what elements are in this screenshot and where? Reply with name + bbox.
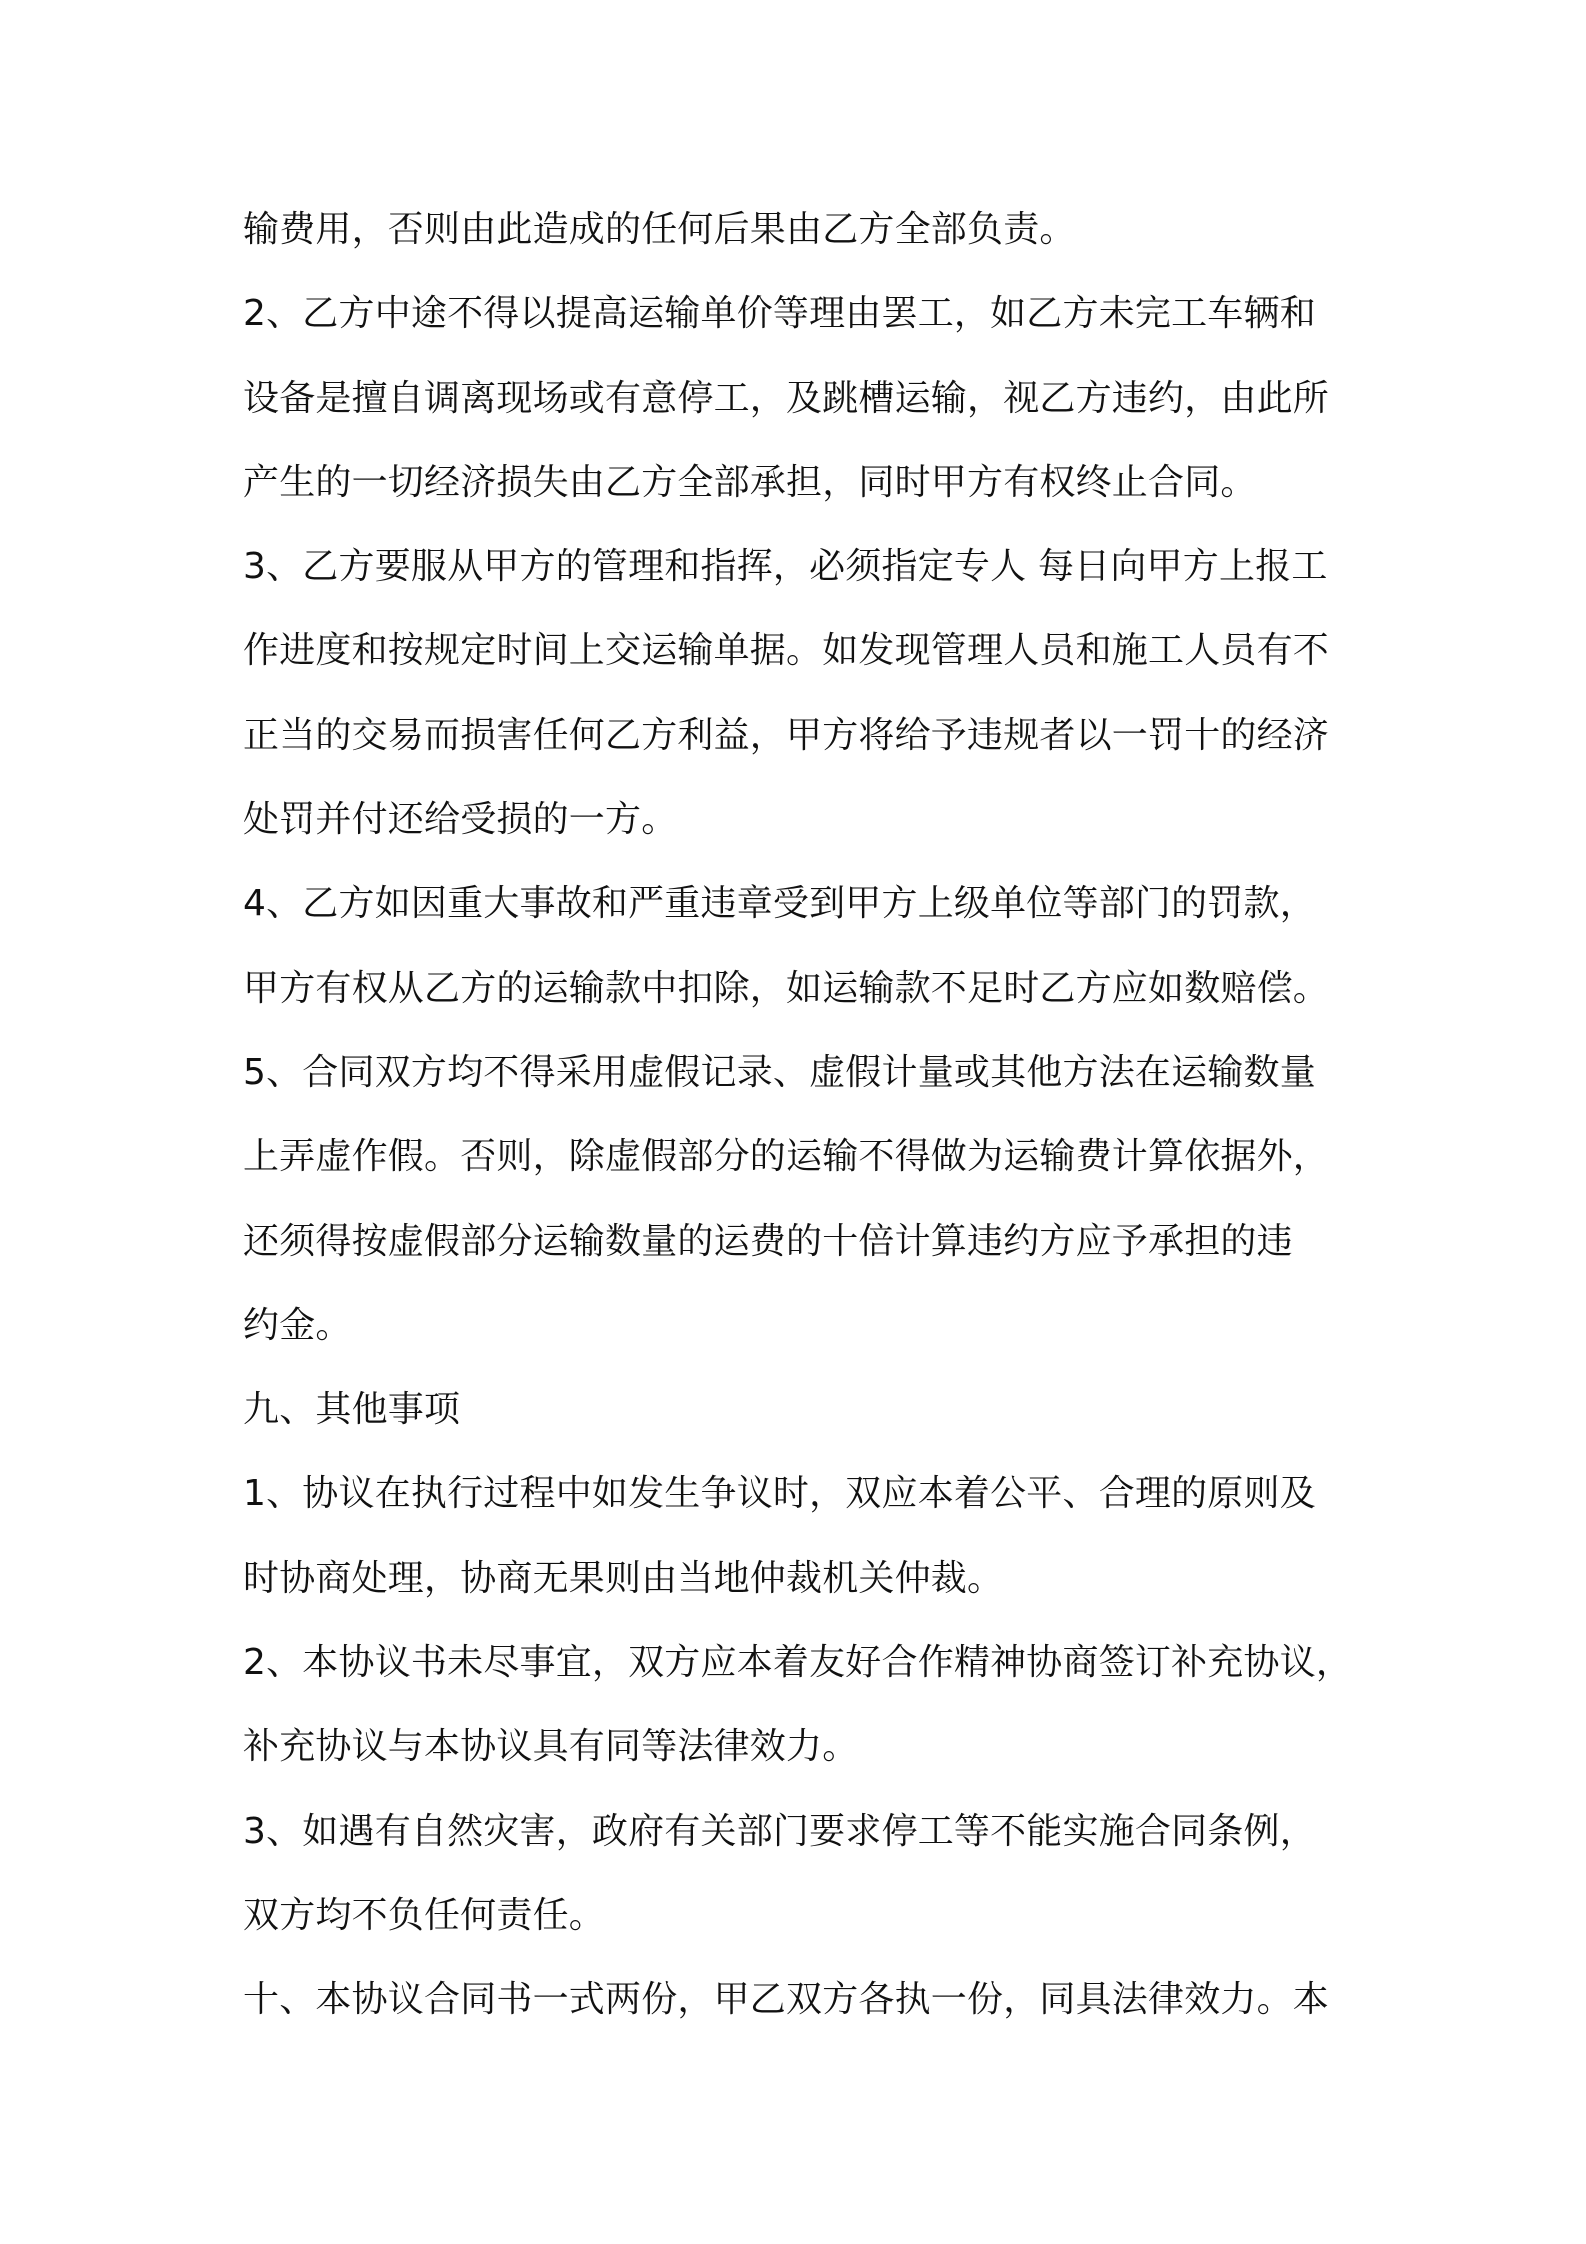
text-line-9: 4、乙方如因重大事故和严重违章受到甲方上级单位等部门的罚款， (243, 883, 1316, 925)
section-heading-nine: 九、其他事项 (243, 1389, 461, 1431)
text-line-13: 还须得按虚假部分运输数量的运费的十倍计算违约方应予承担的违 (243, 1220, 1293, 1262)
text-line-4: 产生的一切经济损失由乙方全部承担，同时甲方有权终止合同。 (243, 461, 1257, 503)
text-line-20: 3、如遇有自然灾害，政府有关部门要求停工等不能实施合同条例， (243, 1810, 1316, 1852)
text-line-5: 3、乙方要服从甲方的管理和指挥，必须指定专人 每日向甲方上报工 (243, 546, 1328, 588)
section-heading-ten: 十、本协议合同书一式两份，甲乙双方各执一份，同具法律效力。本 (243, 1979, 1330, 2021)
text-line-19: 补充协议与本协议具有同等法律效力。 (243, 1726, 859, 1768)
text-line-16: 1、协议在执行过程中如发生争议时，双应本着公平、合理的原则及 (243, 1473, 1316, 1515)
text-line-21: 双方均不负任何责任。 (243, 1894, 606, 1936)
text-line-8: 处罚并付还给受损的一方。 (243, 799, 678, 841)
text-line-3: 设备是擅自调离现场或有意停工，及跳槽运输，视乙方违约，由此所 (243, 377, 1330, 419)
text-line-7: 正当的交易而损害任何乙方利益，甲方将给予违规者以一罚十的经济 (243, 714, 1330, 756)
document-body (243, 200, 1378, 2055)
text-line-18: 2、本协议书未尽事宜，双方应本着友好合作精神协商签订补充协议， (243, 1642, 1353, 1684)
text-line-17: 时协商处理，协商无果则由当地仲裁机关仲裁。 (243, 1557, 1004, 1599)
text-line-2: 2、乙方中途不得以提高运输单价等理由罢工，如乙方未完工车辆和 (243, 293, 1316, 335)
text-line-1: 输费用，否则由此造成的任何后果由乙方全部负责。 (243, 209, 1076, 250)
text-line-10: 甲方有权从乙方的运输款中扣除，如运输款不足时乙方应如数赔偿。 (243, 967, 1330, 1009)
text-line-11: 5、合同双方均不得采用虚假记录、虚假计量或其他方法在运输数量 (243, 1051, 1316, 1093)
text-line-6: 作进度和按规定时间上交运输单据。如发现管理人员和施工人员有不 (243, 630, 1330, 672)
text-line-14: 约金。 (243, 1304, 352, 1346)
text-line-12: 上弄虚作假。否则，除虚假部分的运输不得做为运输费计算依据外， (243, 1136, 1330, 1178)
